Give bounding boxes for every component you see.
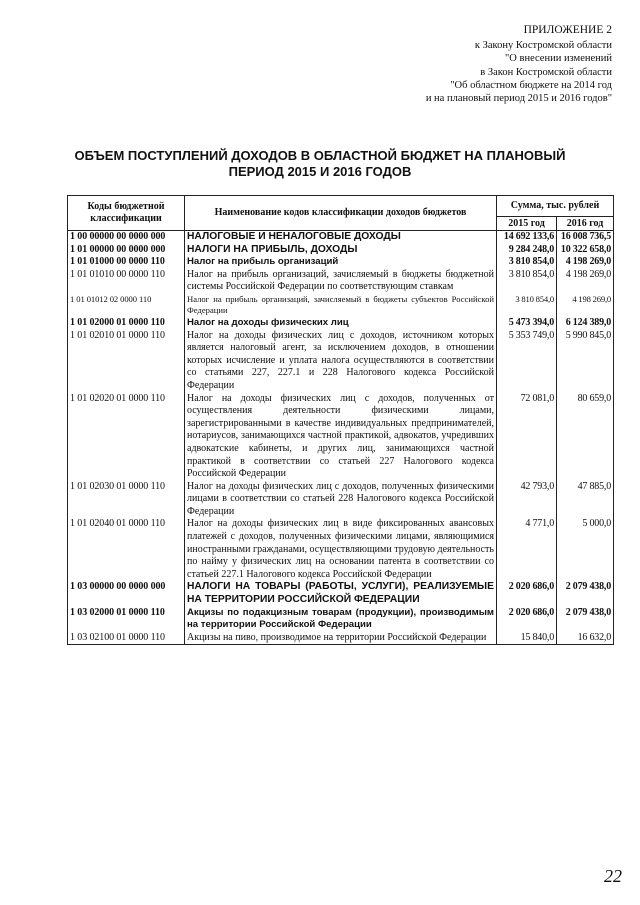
row-code: 1 03 02100 01 0000 110 (68, 632, 185, 645)
row-2016: 2 079 438,0 (557, 581, 614, 606)
row-2016: 16 008 736,5 (557, 231, 614, 244)
table-row (68, 231, 614, 244)
appendix-header (352, 24, 612, 105)
row-name: Налог на доходы физических лиц с доходов, полученных физическими лицами в соответствии со статьей 228 Налогового кодекса Российской Федерации (185, 481, 497, 519)
row-code: 1 01 02040 01 0000 110 (68, 518, 185, 581)
row-name: Налог на доходы физических лиц в виде фиксированных авансовых платежей с доходов, полученных физическими лицами, являющимися иностранными гражданами, осуществляющими трудовую деятельность по найму у физических лиц на основании патента в соответствии со статьей 227.1 Налогового кодекса Российской Федерации (185, 518, 497, 581)
row-code: 1 03 02000 01 0000 110 (68, 607, 185, 632)
row-name: НАЛОГИ НА ПРИБЫЛЬ, ДОХОДЫ (185, 244, 497, 257)
row-2016: 4 198 269,0 (557, 294, 614, 317)
row-2015: 4 771,0 (497, 518, 557, 581)
row-name: Акцизы по подакцизным товарам (продукции), производимым на территории Российской Федерации (185, 607, 497, 632)
row-2016: 10 322 658,0 (557, 244, 614, 257)
row-code: 1 01 01012 02 0000 110 (68, 294, 185, 317)
table-row (68, 632, 614, 645)
header-name: Наименование кодов классификации доходов бюджетов (185, 196, 497, 231)
row-code: 1 01 02020 01 0000 110 (68, 393, 185, 481)
row-name: Налог на прибыль организаций (185, 256, 497, 269)
row-2016: 16 632,0 (557, 632, 614, 645)
table-row (68, 581, 614, 606)
row-name: Налог на доходы физических лиц с доходов, полученных от осуществления деятельности физическими лицами, зарегистрированными в качестве индивидуальных предпринимателей, нотариусов, занимающихся частной практикой, адвокатов, учредивших адвокатские кабинеты, и других лиц, занимающихся частной практикой в соответствии со статьей 227 Налогового кодекса Российской Федерации (185, 393, 497, 481)
table-row (68, 317, 614, 330)
row-code: 1 01 02030 01 0000 110 (68, 481, 185, 519)
row-code: 1 01 01000 00 0000 110 (68, 256, 185, 269)
row-2015: 3 810 854,0 (497, 256, 557, 269)
table-row (68, 256, 614, 269)
row-2015: 5 353 749,0 (497, 330, 557, 393)
header-2015: 2015 год (497, 217, 557, 231)
page-number: 22 (604, 866, 622, 886)
row-name: Налог на доходы физических лиц с доходов, источником которых является налоговый агент, за исключением доходов, в отношении которых исчисление и уплата налога осуществляются в соответствии со статьями 227, 227.1 и 228 Налогового кодекса Российской Федерации (185, 330, 497, 393)
header-2016: 2016 год (557, 217, 614, 231)
row-code: 1 03 00000 00 0000 000 (68, 581, 185, 606)
row-2015: 15 840,0 (497, 632, 557, 645)
appendix-line: в Закон Костромской области (480, 66, 612, 78)
table-row (68, 244, 614, 257)
appendix-line: и на плановый период 2015 и 2016 годов" (425, 93, 612, 105)
revenue-table (67, 195, 614, 645)
row-code: 1 01 01010 00 0000 110 (68, 269, 185, 294)
row-name: Акцизы на пиво, производимое на территории Российской Федерации (185, 632, 497, 645)
table-row (68, 607, 614, 632)
row-name: Налог на доходы физических лиц (185, 317, 497, 330)
row-2015: 14 692 133,6 (497, 231, 557, 244)
row-2015: 2 020 686,0 (497, 581, 557, 606)
row-2016: 4 198 269,0 (557, 256, 614, 269)
row-2015: 2 020 686,0 (497, 607, 557, 632)
row-2016: 4 198 269,0 (557, 269, 614, 294)
row-code: 1 00 00000 00 0000 000 (68, 231, 185, 244)
table-row (68, 294, 614, 317)
row-code: 1 01 02000 01 0000 110 (68, 317, 185, 330)
table-row (68, 481, 614, 519)
row-2015: 42 793,0 (497, 481, 557, 519)
row-2015: 9 284 248,0 (497, 244, 557, 257)
table-row (68, 393, 614, 481)
row-2015: 5 473 394,0 (497, 317, 557, 330)
row-2015: 3 810 854,0 (497, 269, 557, 294)
header-sum: Сумма, тыс. рублей (497, 196, 614, 217)
row-2016: 6 124 389,0 (557, 317, 614, 330)
row-2015: 72 081,0 (497, 393, 557, 481)
row-2016: 80 659,0 (557, 393, 614, 481)
row-2016: 2 079 438,0 (557, 607, 614, 632)
row-name: НАЛОГИ НА ТОВАРЫ (РАБОТЫ, УСЛУГИ), РЕАЛИЗУЕМЫЕ НА ТЕРРИТОРИИ РОССИЙСКОЙ ФЕДЕРАЦИИ (185, 581, 497, 606)
page-title (40, 148, 600, 180)
header-code: Коды бюджетной классификации (68, 196, 185, 231)
appendix-line: ПРИЛОЖЕНИЕ 2 (523, 24, 612, 36)
row-name: Налог на прибыль организаций, зачисляемый в бюджеты бюджетной системы Российской Федерации по соответствующим ставкам (185, 269, 497, 294)
appendix-line: "Об областном бюджете на 2014 год (450, 79, 612, 91)
appendix-line: "О внесении изменений (505, 53, 612, 65)
table-row (68, 518, 614, 581)
appendix-line: к Закону Костромской области (474, 40, 612, 52)
row-2016: 47 885,0 (557, 481, 614, 519)
row-2016: 5 000,0 (557, 518, 614, 581)
row-2016: 5 990 845,0 (557, 330, 614, 393)
row-code: 1 01 02010 01 0000 110 (68, 330, 185, 393)
row-name: Налог на прибыль организаций, зачисляемый в бюджеты субъектов Российской Федерации (185, 294, 497, 317)
row-code: 1 01 00000 00 0000 000 (68, 244, 185, 257)
table-row (68, 269, 614, 294)
title-line: ПЕРИОД 2015 И 2016 ГОДОВ (228, 164, 412, 179)
table-row (68, 330, 614, 393)
title-line: ОБЪЕМ ПОСТУПЛЕНИЙ ДОХОДОВ В ОБЛАСТНОЙ БЮДЖЕТ НА ПЛАНОВЫЙ (74, 148, 566, 163)
row-2015: 3 810 854,0 (497, 294, 557, 317)
row-name: НАЛОГОВЫЕ И НЕНАЛОГОВЫЕ ДОХОДЫ (185, 231, 497, 244)
